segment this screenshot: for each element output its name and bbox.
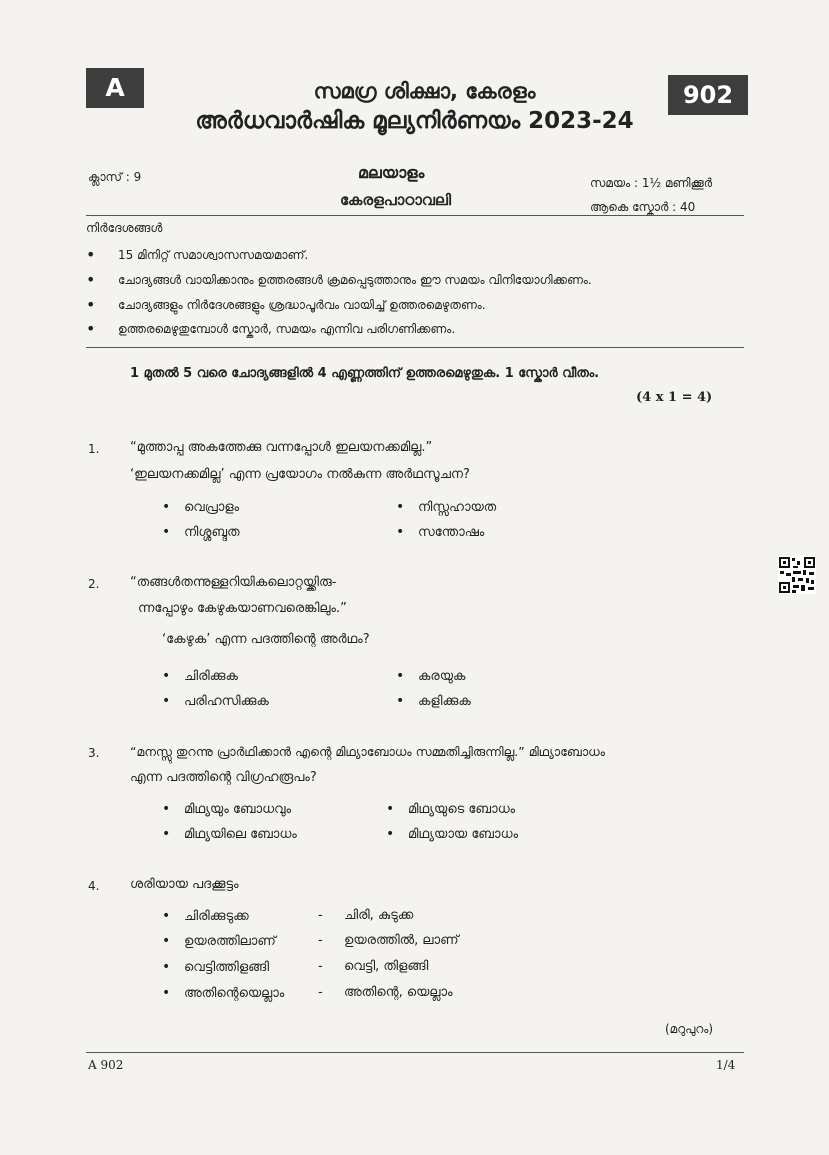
turn-over-note: (മറുപുറം) (665, 1022, 714, 1036)
bullet-icon: • (86, 319, 96, 338)
total-score-label: ആകെ സ്കോർ : 40 (590, 200, 696, 214)
bullet-icon: • (162, 908, 171, 924)
class-label: ക്ലാസ് : 9 (88, 170, 142, 184)
divider-instructions (86, 347, 744, 348)
pair-word: അതിന്റെയെല്ലാം (184, 986, 285, 1001)
option-text: നിശ്ശബ്ദത (184, 525, 240, 540)
question-number: 3. (88, 746, 100, 760)
bullet-icon: • (386, 801, 395, 817)
option-item (396, 668, 465, 684)
option-text: പരിഹസിക്കുക (184, 694, 269, 709)
pair-word: വെട്ടിത്തിളങ്ങി (184, 960, 270, 975)
option-item (162, 668, 238, 684)
subject-title: മലയാളം (358, 163, 425, 182)
pair-dash: - (318, 908, 323, 923)
option-text: മിഥ്യയിലെ ബോധം (184, 827, 297, 842)
qr-code-icon (778, 556, 816, 594)
option-text: മിഥ്യയും ബോധവും (184, 802, 292, 817)
bullet-icon: • (396, 693, 405, 709)
question-text: ന്നപ്പോഴും കേഴുകയാണവരെങ്കിലും.” (138, 601, 347, 616)
pair-split: അതിന്റെ, യെല്ലാം (344, 985, 453, 1000)
divider-top (86, 215, 744, 216)
pair-split: ചിരി, കുടുക്ക (344, 908, 414, 923)
bullet-icon: • (86, 270, 96, 289)
instruction-text: ചോദ്യങ്ങളും നിർദേശങ്ങളും ശ്രദ്ധാപൂർവം വായിച്ച് ഉത്തരമെഴുതണം. (118, 298, 486, 312)
section-scoring: (4 x 1 = 4) (636, 390, 713, 405)
pair-dash: - (318, 985, 323, 1000)
organisation-title: സമഗ്ര ശിക്ഷാ, കേരളം (313, 79, 536, 103)
exam-title: അർധവാർഷിക മൂല്യനിർണയം 2023-24 (195, 108, 634, 134)
bullet-icon: • (396, 499, 405, 515)
footer-page-number: 1/4 (716, 1058, 736, 1072)
pair-item (162, 959, 269, 975)
bullet-icon: • (162, 801, 171, 817)
bullet-icon: • (86, 295, 96, 314)
question-number: 1. (88, 442, 100, 456)
paper-code-badge: 902 (668, 75, 748, 115)
bullet-icon: • (86, 245, 96, 264)
option-item (162, 524, 240, 540)
time-label: സമയം : 1½ മണിക്കൂർ (590, 176, 713, 190)
question-text: ശരിയായ പദക്കൂട്ടം (130, 877, 239, 892)
option-item (386, 801, 515, 817)
option-item (396, 693, 471, 709)
bullet-icon: • (162, 985, 171, 1001)
bullet-icon: • (396, 668, 405, 684)
question-number: 4. (88, 879, 100, 893)
bullet-icon: • (162, 959, 171, 975)
section-directive: 1 മുതൽ 5 വരെ ചോദ്യങ്ങളിൽ 4 എണ്ണത്തിന് ഉത്തരമെഴുതുക. 1 സ്കോർ വീതം. (130, 366, 600, 381)
question-text: ‘കേഴുക’ എന്ന പദത്തിന്റെ അർഥം? (162, 632, 370, 647)
bullet-icon: • (162, 668, 171, 684)
option-item (162, 826, 297, 842)
divider-footer (86, 1052, 744, 1053)
option-text: കരയുക (418, 669, 466, 684)
instruction-text: ചോദ്യങ്ങൾ വായിക്കാനും ഉത്തരങ്ങൾ ക്രമപ്പെടുത്താനും ഈ സമയം വിനിയോഗിക്കണം. (118, 273, 592, 287)
instructions-title: നിർദേശങ്ങൾ (86, 221, 163, 235)
option-item (162, 499, 239, 515)
pair-dash: - (318, 933, 323, 948)
question-text: “തങ്ങൾതന്നുള്ളറിയികലൊറ്റയ്ക്കിരു- (130, 575, 337, 590)
option-text: മിഥ്യയുടെ ബോധം (408, 802, 516, 817)
bullet-icon: • (162, 524, 171, 540)
question-text: “മുത്താപ്പ അകത്തേക്കു വന്നപ്പോൾ ഇലയനക്കമില്ല.” (130, 440, 433, 455)
bullet-icon: • (162, 693, 171, 709)
option-text: ചിരിക്കുക (184, 669, 238, 684)
question-text: ‘ഇലയനക്കമില്ല’ എന്ന പ്രയോഗം നൽകുന്ന അർഥസൂചന? (130, 467, 470, 482)
bullet-icon: • (162, 499, 171, 515)
option-text: വെപ്രാളം (184, 500, 240, 515)
option-text: മിഥ്യയായ ബോധം (408, 827, 519, 842)
option-item (396, 499, 496, 515)
pair-split: ഉയരത്തിൽ, ലാണ് (344, 933, 459, 948)
pair-word: ചിരിക്കുടുക്ക (184, 909, 249, 924)
pair-word: ഉയരത്തിലാണ് (184, 934, 276, 949)
reader-title: കേരളപാഠാവലി (340, 191, 452, 209)
option-text: സന്തോഷം (418, 525, 485, 540)
instruction-text: 15 മിനിറ്റ് സമാശ്വാസസമയമാണ്. (118, 248, 309, 262)
pair-split: വെട്ടി, തിളങ്ങി (344, 959, 429, 974)
bullet-icon: • (396, 524, 405, 540)
instruction-text: ഉത്തരമെഴുതുമ്പോൾ സ്കോർ, സമയം എന്നിവ പരിഗണിക്കണം. (118, 322, 456, 336)
question-number: 2. (88, 577, 100, 591)
pair-item (162, 908, 249, 924)
option-item (162, 693, 269, 709)
pair-item (162, 933, 276, 949)
option-item (386, 826, 518, 842)
footer-paper-code: A 902 (88, 1058, 124, 1072)
bullet-icon: • (162, 933, 171, 949)
option-text: നിസ്സഹായത (418, 500, 497, 515)
pair-item (162, 985, 284, 1001)
bullet-icon: • (162, 826, 171, 842)
set-label-badge: A (86, 68, 144, 108)
option-item (396, 524, 484, 540)
question-text: എന്ന പദത്തിന്റെ വിഗ്രഹരൂപം? (130, 770, 317, 785)
pair-dash: - (318, 959, 323, 974)
option-text: കളിക്കുക (418, 694, 471, 709)
question-text: “മനസ്സു തുറന്നു പ്രാർഥിക്കാൻ എന്റെ മിഥ്യാബോധം സമ്മതിച്ചിരുന്നില്ല.” മിഥ്യാബോധം (130, 744, 605, 759)
option-item (162, 801, 291, 817)
bullet-icon: • (386, 826, 395, 842)
